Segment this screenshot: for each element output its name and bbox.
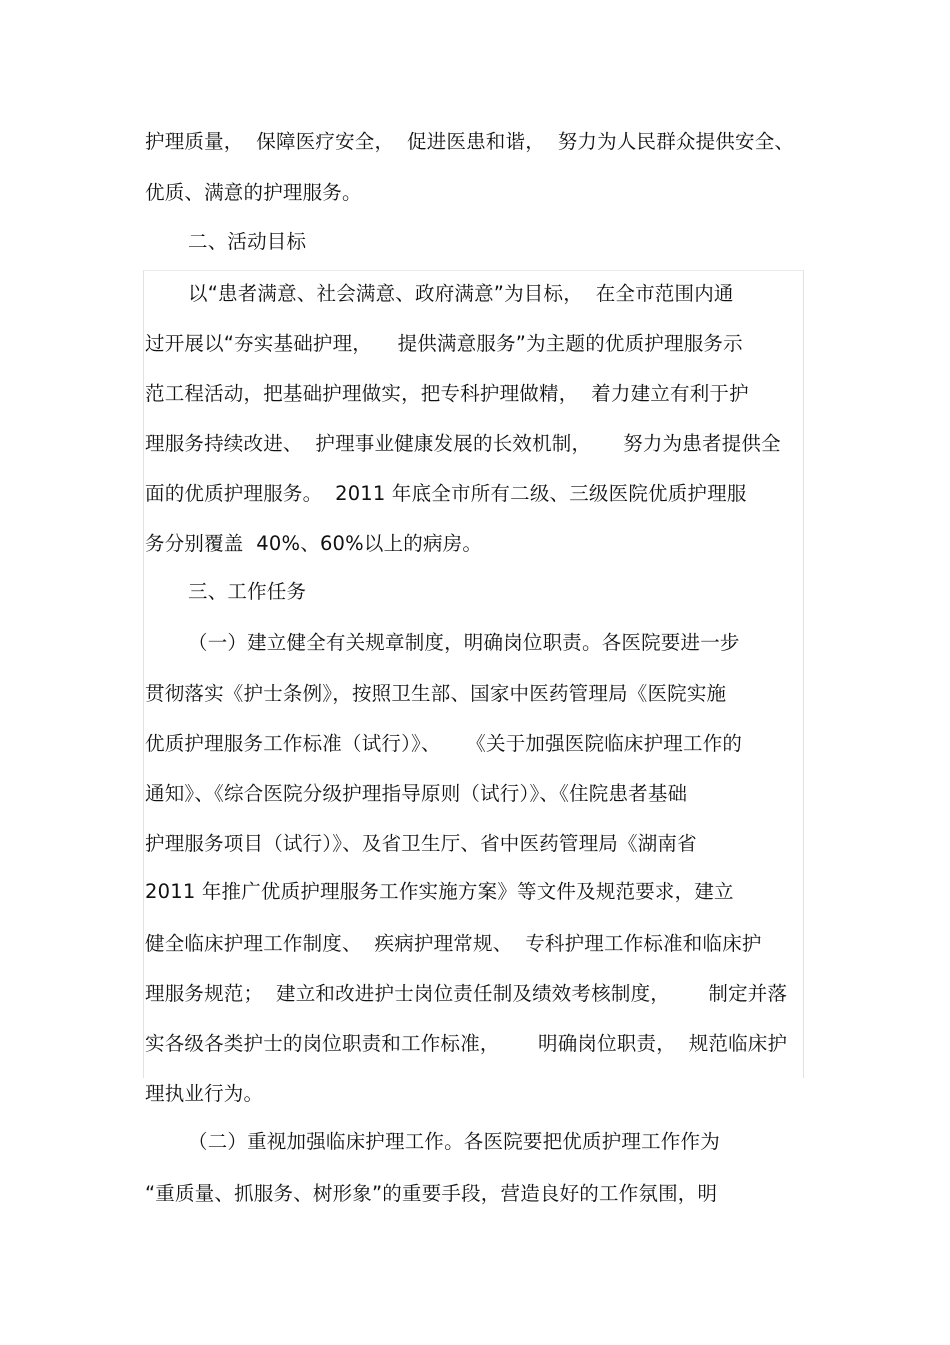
text-line: 务分别覆盖 40%、60%以上的病房。 xyxy=(145,532,483,555)
text-line: 理执业行为。 xyxy=(145,1082,264,1105)
text-line: 理服务规范； 建立和改进护士岗位责任制及绩效考核制度， 制定并落 xyxy=(145,982,788,1005)
text-line: 范工程活动，把基础护理做实，把专科护理做精， 着力建立有利于护 xyxy=(145,382,749,405)
section-heading: 三、工作任务 xyxy=(188,580,307,603)
text-line: 贯彻落实《护士条例》，按照卫生部、国家中医药管理局《医院实施 xyxy=(145,682,727,705)
text-line: “重质量、抓服务、树形象”的重要手段，营造良好的工作氛围，明 xyxy=(145,1182,718,1205)
text-line: 理服务持续改进、 护理事业健康发展的长效机制， 努力为患者提供全 xyxy=(145,432,781,455)
text-line: 2011 年推广优质护理服务工作实施方案》等文件及规范要求，建立 xyxy=(145,880,734,903)
text-line: 优质护理服务工作标准（试行）》、 《关于加强医院临床护理工作的 xyxy=(145,732,743,755)
text-line: 面的优质护理服务。 2011 年底全市所有二级、三级医院优质护理服 xyxy=(145,482,747,505)
text-line: （一）建立健全有关规章制度，明确岗位职责。各医院要进一步 xyxy=(188,631,740,654)
text-line: 健全临床护理工作制度、 疾病护理常规、 专科护理工作标准和临床护 xyxy=(145,932,762,955)
text-line: 过开展以“夯实基础护理， 提供满意服务”为主题的优质护理服务示 xyxy=(145,332,743,355)
text-line: 优质、满意的护理服务。 xyxy=(145,181,362,204)
text-line: （二）重视加强临床护理工作。各医院要把优质护理工作作为 xyxy=(188,1130,720,1153)
text-line: 实各级各类护士的岗位职责和工作标准， 明确岗位职责， 规范临床护 xyxy=(145,1032,788,1055)
text-line: 护理服务项目（试行）》、及省卫生厅、省中医药管理局《湖南省 xyxy=(145,832,697,855)
text-line: 以“患者满意、社会满意、政府满意”为目标， 在全市范围内通 xyxy=(188,282,734,305)
section-heading: 二、活动目标 xyxy=(188,230,307,253)
text-line: 护理质量， 保障医疗安全， 促进医患和谐， 努力为人民群众提供安全、 xyxy=(145,130,795,153)
text-line: 通知》、《综合医院分级护理指导原则（试行）》、《住院患者基础 xyxy=(145,782,688,805)
